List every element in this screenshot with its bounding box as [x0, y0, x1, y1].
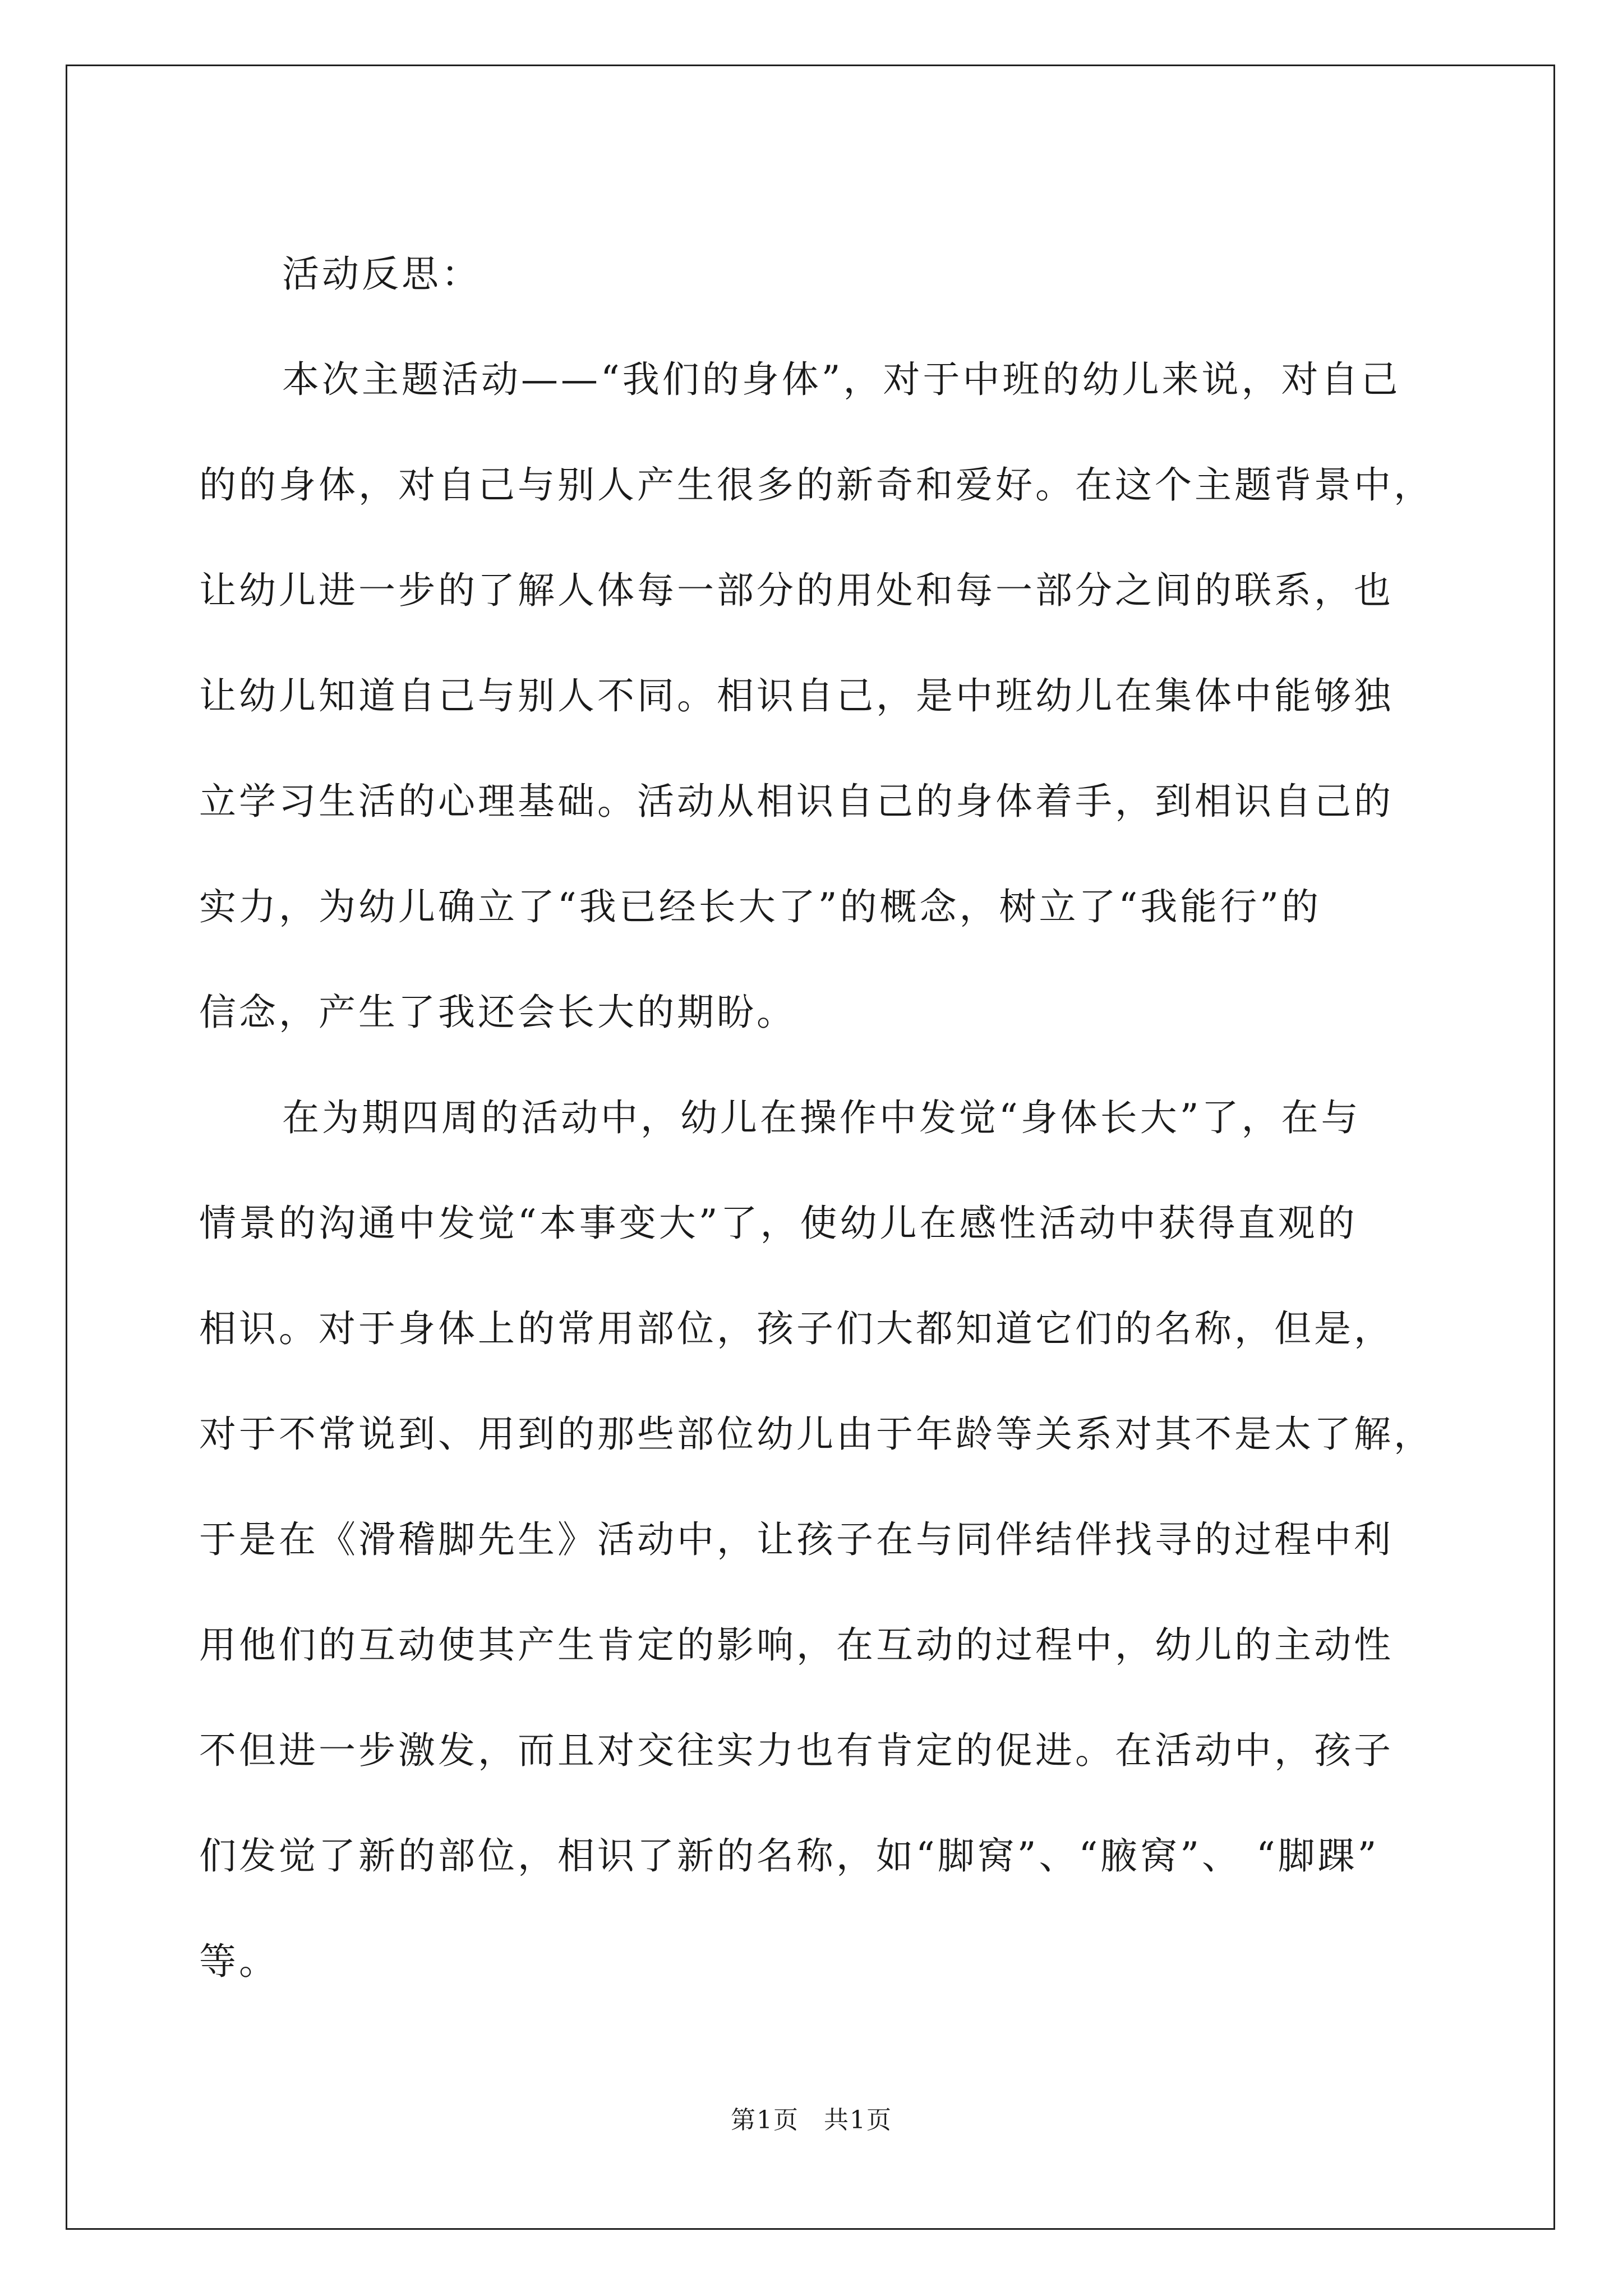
text-line: 不但进一步激发，而且对交往实力也有肯定的促进。在活动中，孩子	[199, 1729, 1394, 1772]
text-line: 情景的沟通中发觉“本事变大”了，使幼儿在感性活动中获得直观的	[199, 1202, 1358, 1245]
text-line: 实力，为幼儿确立了“我已经长大了”的概念，树立了“我能行”的	[199, 885, 1321, 928]
text-line: 本次主题活动——“我们的身体”，对于中班的幼儿来说，对自己	[282, 358, 1401, 401]
text-line: 于是在《滑稽脚先生》活动中，让孩子在与同伴结伴找寻的过程中利	[199, 1518, 1394, 1561]
text-line: 让幼儿知道自己与别人不同。相识自己，是中班幼儿在集体中能够独	[199, 674, 1394, 717]
document-body	[199, 222, 1433, 2014]
text-line: 对于不常说到、用到的那些部位幼儿由于年龄等关系对其不是太了解，	[199, 1412, 1433, 1456]
text-line: 相识。对于身体上的常用部位，孩子们大都知道它们的名称，但是，	[199, 1307, 1394, 1350]
page-number-total: 共1页	[824, 2106, 892, 2134]
text-line: 等。	[199, 1940, 279, 1983]
page-number-current: 第1页	[731, 2106, 799, 2134]
text-line: 信念，产生了我还会长大的期盼。	[199, 991, 796, 1034]
text-line: 们发觉了新的部位，相识了新的名称，如“脚窝”、“腋窝”、 “脚踝”	[199, 1834, 1380, 1878]
text-line: 用他们的互动使其产生肯定的影响，在互动的过程中，幼儿的主动性	[199, 1623, 1394, 1667]
text-line: 在为期四周的活动中，幼儿在操作中发觉“身体长大”了，在与	[282, 1096, 1361, 1139]
text-line: 的的身体，对自己与别人产生很多的新奇和爱好。在这个主题背景中，	[199, 463, 1433, 507]
text-line: 活动反思：	[282, 252, 481, 296]
text-line: 立学习生活的心理基础。活动从相识自己的身体着手，到相识自己的	[199, 780, 1394, 823]
page-footer	[0, 2104, 1623, 2137]
text-line: 让幼儿进一步的了解人体每一部分的用处和每一部分之间的联系，也	[199, 569, 1394, 612]
